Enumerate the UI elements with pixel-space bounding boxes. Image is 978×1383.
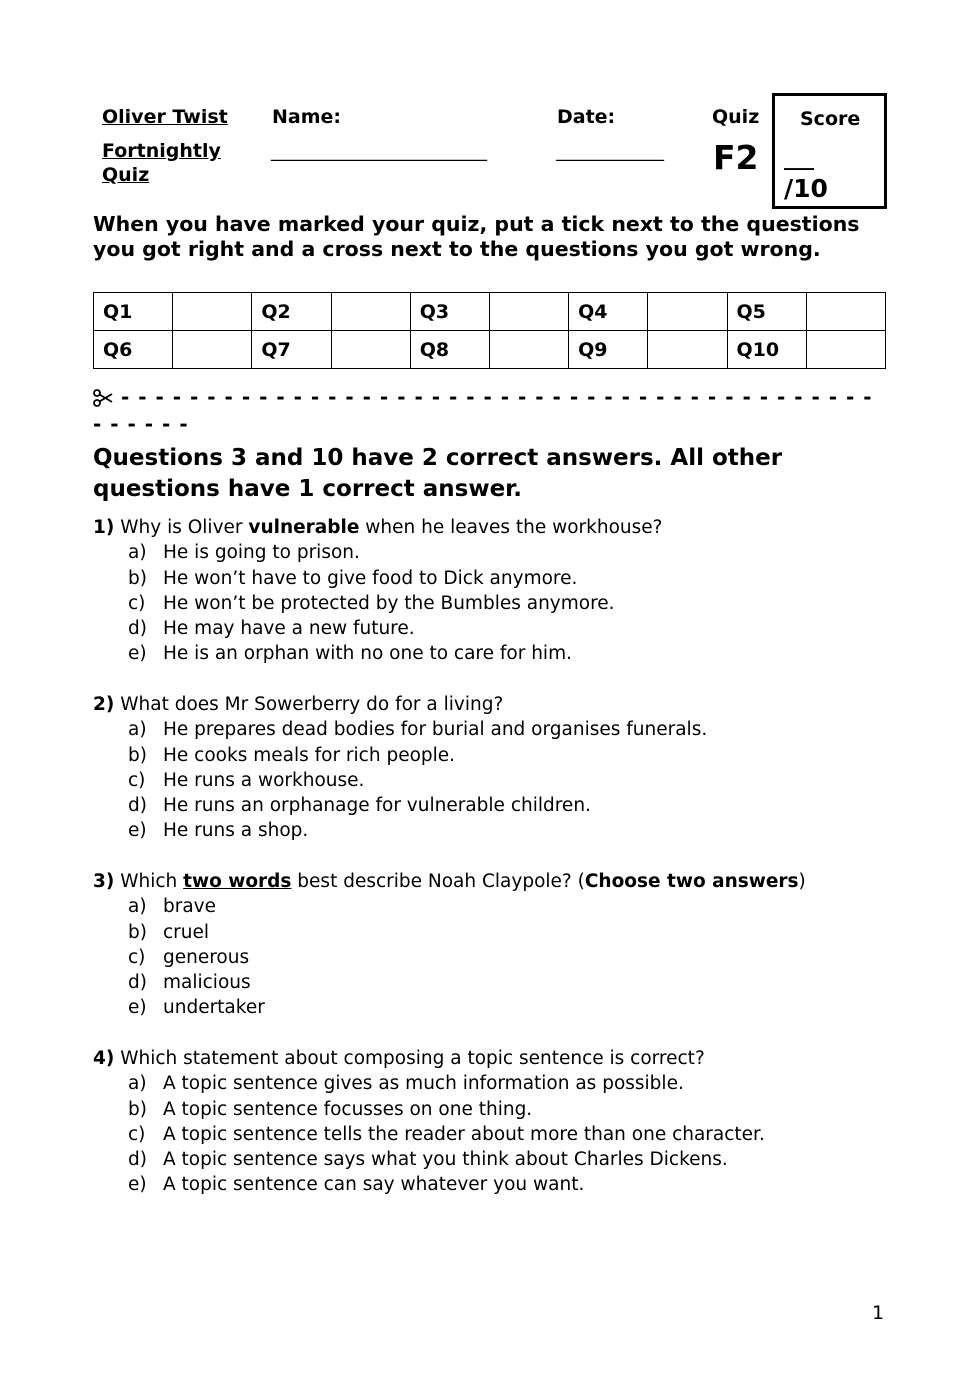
name-line[interactable]: ________________________ [271,141,487,162]
grid-answer-cell[interactable] [489,293,568,331]
page-number: 1 [872,1302,885,1324]
option-letter: b) [128,567,147,589]
option-letter: b) [128,1098,147,1120]
option-letter: a) [128,1073,147,1095]
option-letter: e) [128,997,147,1019]
option-text: He runs a workhouse. [163,769,365,791]
grid-question-label: Q5 [727,293,806,331]
question-stem [93,515,662,540]
option-letter: c) [128,946,146,968]
option-item[interactable] [93,1172,765,1197]
option-text: A topic sentence can say whatever you want. [163,1174,585,1196]
option-letter: a) [128,542,147,564]
option-text: malicious [163,972,251,994]
grid-question-label: Q1 [94,293,173,331]
option-letter: a) [128,719,147,741]
option-item[interactable] [93,1071,765,1096]
option-text: He prepares dead bodies for burial and organises funerals. [163,719,708,741]
grid-answer-cell[interactable] [648,331,727,369]
option-item[interactable] [93,1097,765,1122]
marking-instructions: When you have marked your quiz, put a tick next to the questions you got right and a cross next to the questions you got wrong. [93,212,860,261]
score-box [772,93,887,209]
question-keyword: vulnerable [248,517,360,538]
grid-answer-cell[interactable] [648,293,727,331]
option-text: brave [163,896,217,918]
option-item[interactable] [93,768,707,793]
score-label: Score [800,108,861,130]
option-text: A topic sentence says what you think about Charles Dickens. [163,1149,728,1171]
option-letter: d) [128,618,147,640]
question-text: Which statement about composing a topic sentence is correct? [120,1048,705,1069]
question-stem [93,869,806,894]
option-item[interactable] [93,1147,765,1172]
subtitle-line-2: Quiz [102,164,150,186]
question-1 [93,515,662,667]
cut-line [93,384,886,438]
grid-question-label: Q3 [410,293,489,331]
option-text: He runs a shop. [163,820,309,842]
grid-answer-cell[interactable] [173,293,252,331]
date-line[interactable]: ____________ [556,141,664,162]
option-item[interactable] [93,894,806,919]
question-instruction: Choose two answers [584,871,799,892]
answer-count-note: Questions 3 and 10 have 2 correct answers. All other questions have 1 correct answer. [93,445,783,502]
quiz-subtitle [102,139,221,187]
grid-answer-cell[interactable] [331,331,410,369]
option-letter: b) [128,744,147,766]
date-label: Date: [557,106,616,128]
option-letter: d) [128,972,147,994]
grid-answer-cell[interactable] [806,331,885,369]
question-4 [93,1046,765,1198]
option-text: He won’t be protected by the Bumbles anymore. [163,592,615,614]
option-letter: c) [128,1123,146,1145]
grid-row [94,331,886,369]
option-item[interactable] [93,591,662,616]
option-item[interactable] [93,1122,765,1147]
grid-question-label: Q10 [727,331,806,369]
option-item[interactable] [93,818,707,843]
option-text: A topic sentence tells the reader about more than one character. [163,1123,765,1145]
question-number: 2) [93,694,115,715]
name-label: Name: [272,106,342,128]
grid-answer-cell[interactable] [489,331,568,369]
option-item[interactable] [93,945,806,970]
score-blank[interactable]: ___ [784,146,814,170]
option-item[interactable] [93,616,662,641]
question-3 [93,869,806,1021]
option-text: He is going to prison. [163,542,360,564]
scissors-icon [93,389,113,407]
question-number: 1) [93,517,115,538]
option-text: He is an orphan with no one to care for him. [163,643,572,665]
option-item[interactable] [93,717,707,742]
question-number: 3) [93,871,115,892]
grid-answer-cell[interactable] [806,293,885,331]
option-letter: d) [128,1149,147,1171]
grid-question-label: Q2 [252,293,331,331]
option-letter: e) [128,820,147,842]
option-list [93,540,662,666]
option-item[interactable] [93,920,806,945]
option-item[interactable] [93,995,806,1020]
question-text: Which [120,871,184,892]
option-item[interactable] [93,540,662,565]
option-text: undertaker [163,997,265,1019]
option-letter: e) [128,643,147,665]
option-text: He cooks meals for rich people. [163,744,456,766]
cut-line-dashes: - - - - - - - - - - - - - - - - - - - - - - - - - - - - - - - - - - - - - - - - - - - - - - - - - - [93,385,873,436]
option-letter: e) [128,1174,147,1196]
score-total: /10 [784,174,828,203]
option-letter: a) [128,896,147,918]
quiz-label: Quiz [712,106,760,128]
option-list [93,894,806,1020]
option-item[interactable] [93,970,806,995]
option-letter: c) [128,769,146,791]
grid-row [94,293,886,331]
question-stem [93,1046,765,1071]
option-text: He runs an orphanage for vulnerable children. [163,795,591,817]
question-stem [93,692,707,717]
option-list [93,717,707,843]
question-2 [93,692,707,844]
question-text: Why is Oliver [120,517,249,538]
option-text: He won’t have to give food to Dick anymore. [163,567,578,589]
grid-answer-cell[interactable] [173,331,252,369]
option-text: A topic sentence gives as much information as possible. [163,1073,684,1095]
option-text: A topic sentence focusses on one thing. [163,1098,533,1120]
question-text: What does Mr Sowerberry do for a living? [120,694,504,715]
option-item[interactable] [93,566,662,591]
question-text: ) [798,871,806,892]
subtitle-line-1: Fortnightly [102,140,221,162]
grid-question-label: Q7 [252,331,331,369]
marking-grid [93,292,886,369]
option-text: generous [163,946,250,968]
option-text: cruel [163,921,210,943]
option-list [93,1071,765,1197]
option-letter: d) [128,795,147,817]
question-text: best describe Noah Claypole? ( [291,871,585,892]
question-number: 4) [93,1048,115,1069]
grid-question-label: Q9 [569,331,648,369]
option-text: He may have a new future. [163,618,415,640]
option-letter: c) [128,592,146,614]
option-item[interactable] [93,743,707,768]
grid-question-label: Q4 [569,293,648,331]
question-keyword: two words [183,871,292,892]
grid-question-label: Q6 [94,331,173,369]
option-item[interactable] [93,641,662,666]
question-text: when he leaves the workhouse? [359,517,663,538]
grid-answer-cell[interactable] [331,293,410,331]
quiz-code: F2 [713,138,759,177]
option-letter: b) [128,921,147,943]
quiz-title: Oliver Twist [102,106,228,128]
grid-question-label: Q8 [410,331,489,369]
option-item[interactable] [93,793,707,818]
